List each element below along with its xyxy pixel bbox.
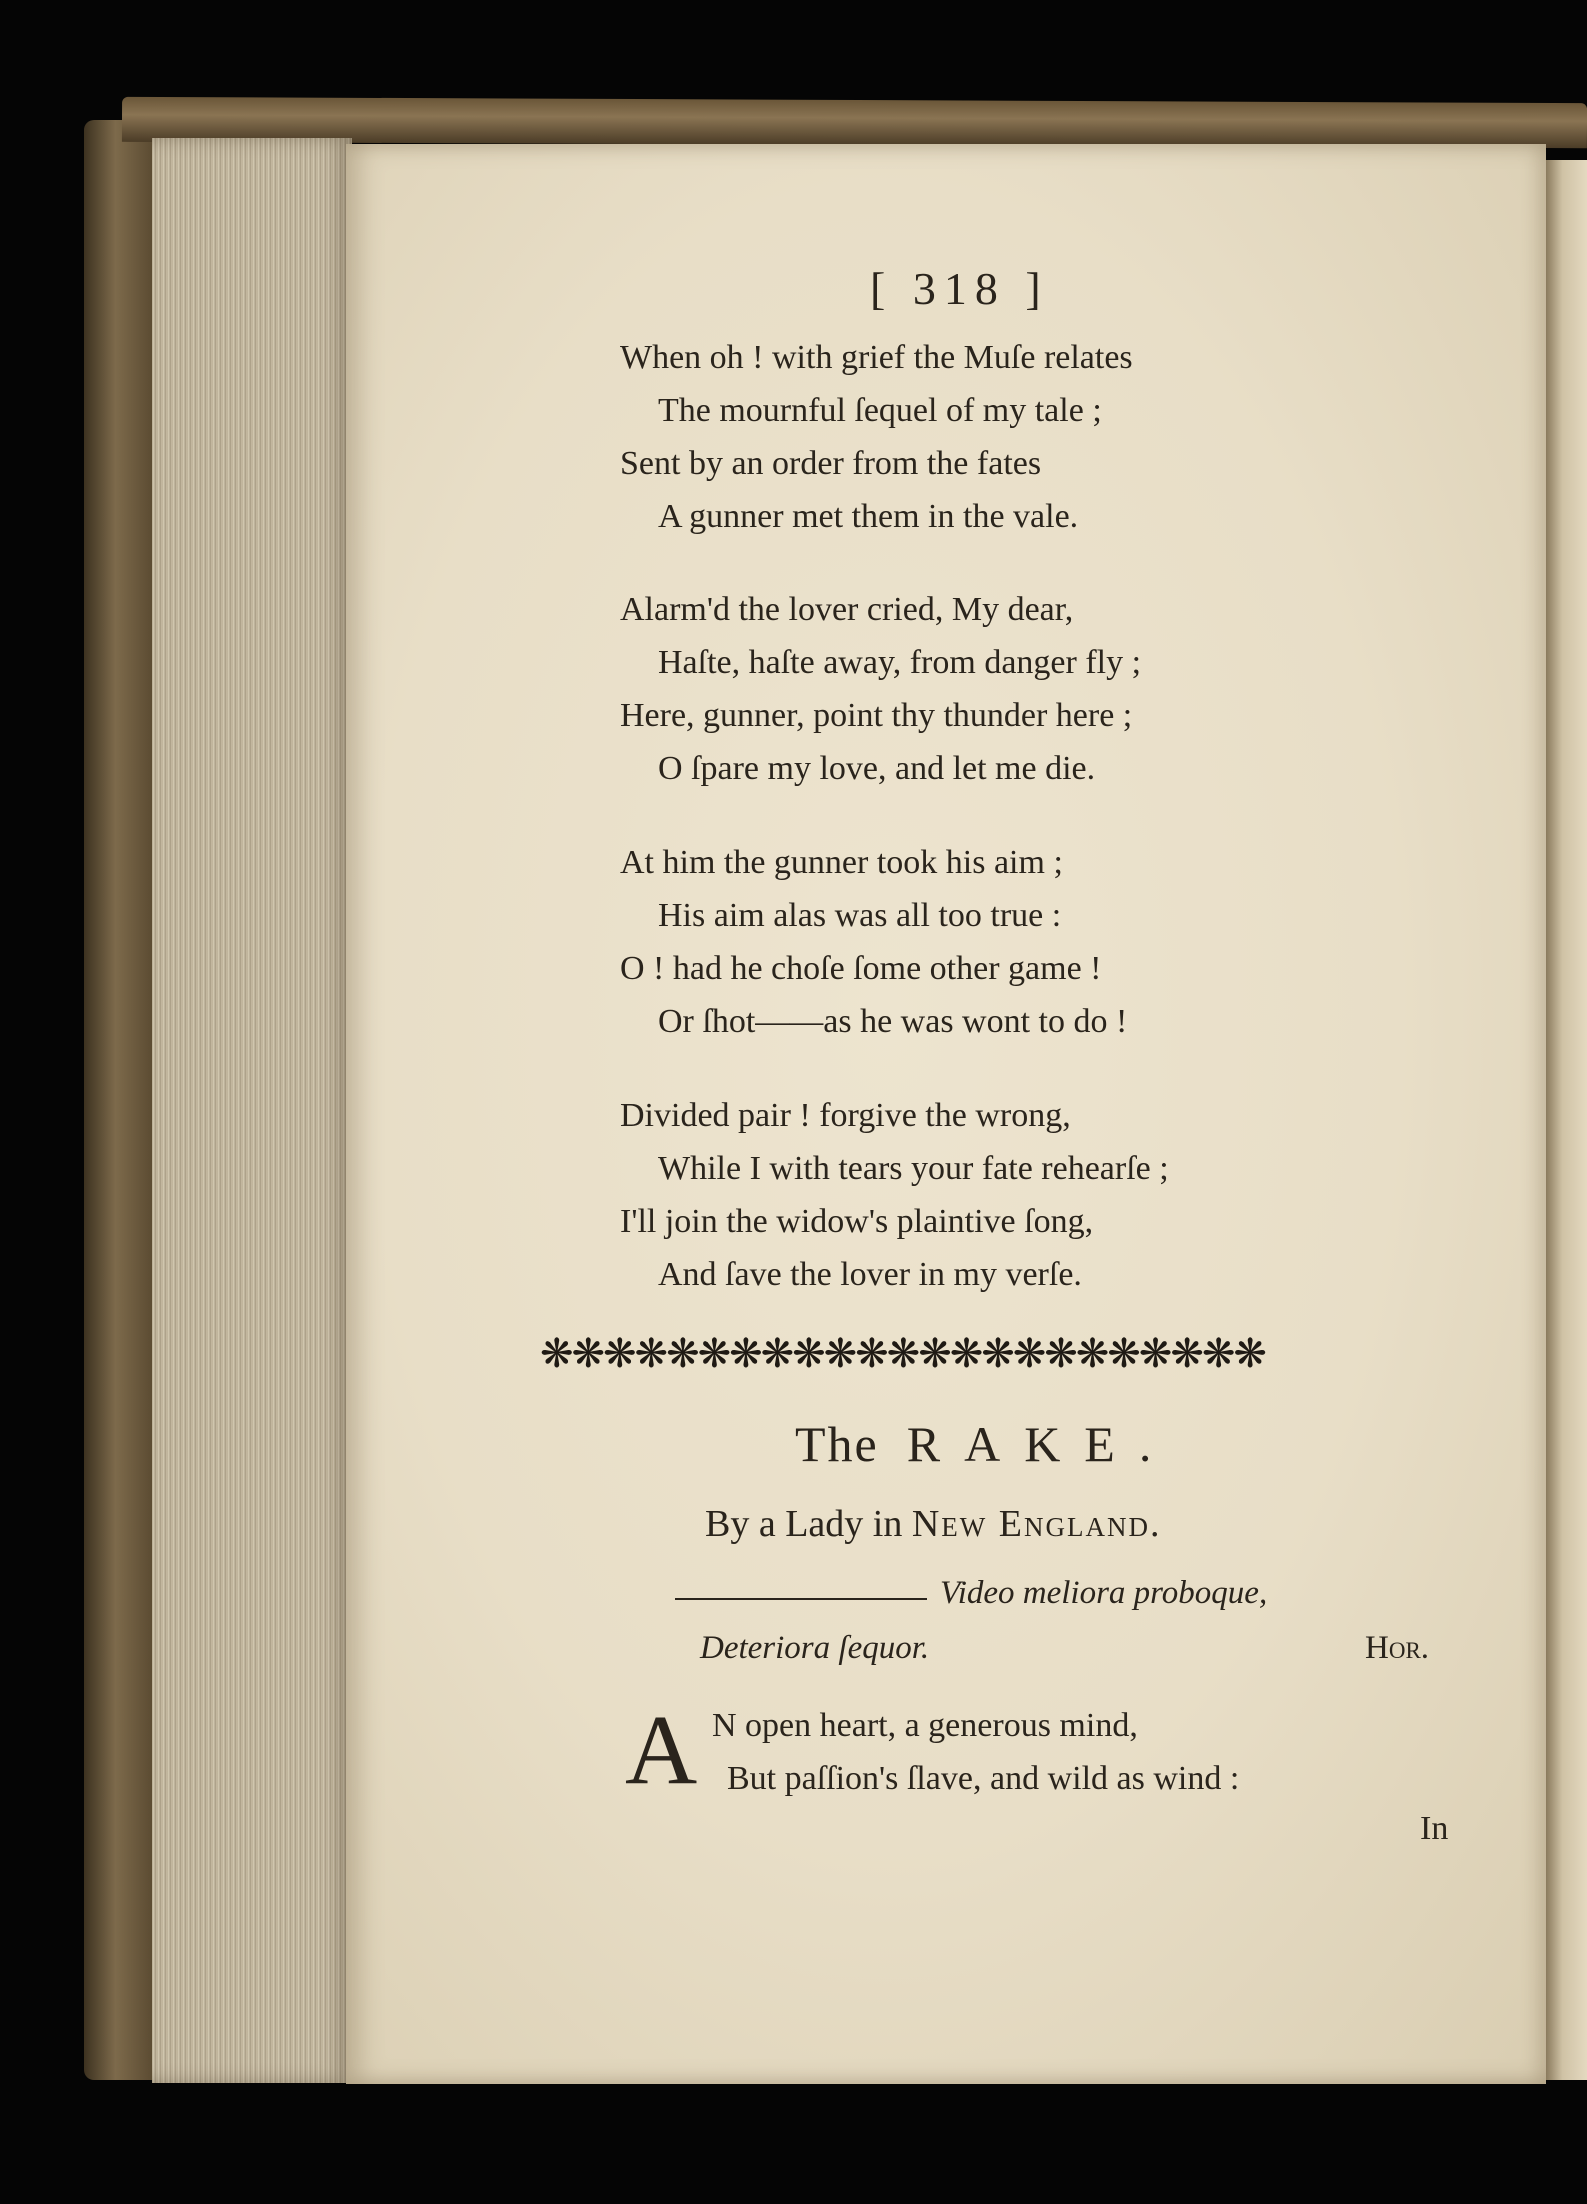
page-number: [ 318 ] <box>870 263 1049 314</box>
verse-line: Alarm'd the lover cried, My dear, <box>620 591 1074 628</box>
poem-title-name: RAKE. <box>906 1416 1176 1472</box>
verse-line: A gunner met them in the vale. <box>658 498 1079 535</box>
verse-line: While I with tears your fate rehearſe ; <box>658 1150 1169 1187</box>
verse-line: I'll join the widow's plaintive ſong, <box>620 1203 1094 1240</box>
opening-line-2: But paſſion's ſlave, and wild as wind : <box>727 1760 1240 1797</box>
epigraph-dash <box>675 1598 927 1600</box>
verse-line: His aim alas was all too true : <box>658 897 1062 934</box>
verse-line: Haſte, haſte away, from danger fly ; <box>658 644 1142 681</box>
verse-line: O ſpare my love, and let me die. <box>658 750 1096 787</box>
verse-line: Or ſhot——as he was wont to do ! <box>658 1003 1128 1040</box>
drop-cap: A <box>625 1694 698 1805</box>
ornamental-divider: ❋❋❋❋❋❋❋❋❋❋❋❋❋❋❋❋❋❋❋❋❋❋❋ <box>540 1331 1265 1377</box>
byline-place: New England. <box>911 1503 1162 1545</box>
verse-line: And ſave the lover in my verſe. <box>658 1256 1082 1293</box>
verse-line: When oh ! with grief the Muſe relates <box>620 339 1133 376</box>
epigraph-line-2: Deteriora ſequor. <box>700 1630 930 1666</box>
verse-line: Divided pair ! forgive the wrong, <box>620 1097 1071 1134</box>
verse-line: O ! had he choſe ſome other game ! <box>620 950 1102 987</box>
byline <box>705 1502 1161 1546</box>
verse-line: The mournful ſequel of my tale ; <box>658 392 1102 429</box>
verse-line: Sent by an order from the fates <box>620 445 1042 482</box>
opening-line-1: N open heart, a generous mind, <box>712 1707 1138 1744</box>
catchword: In <box>1420 1810 1449 1847</box>
poem-title-article: The <box>795 1416 879 1472</box>
epigraph-line-1: Video meliora proboque, <box>940 1575 1268 1611</box>
verse-line: Here, gunner, point thy thunder here ; <box>620 697 1133 734</box>
byline-prefix: By a Lady in <box>705 1503 903 1545</box>
epigraph-source: Hor. <box>1365 1630 1430 1666</box>
poem-title <box>795 1415 1175 1473</box>
verse-line: At him the gunner took his aim ; <box>620 844 1063 881</box>
